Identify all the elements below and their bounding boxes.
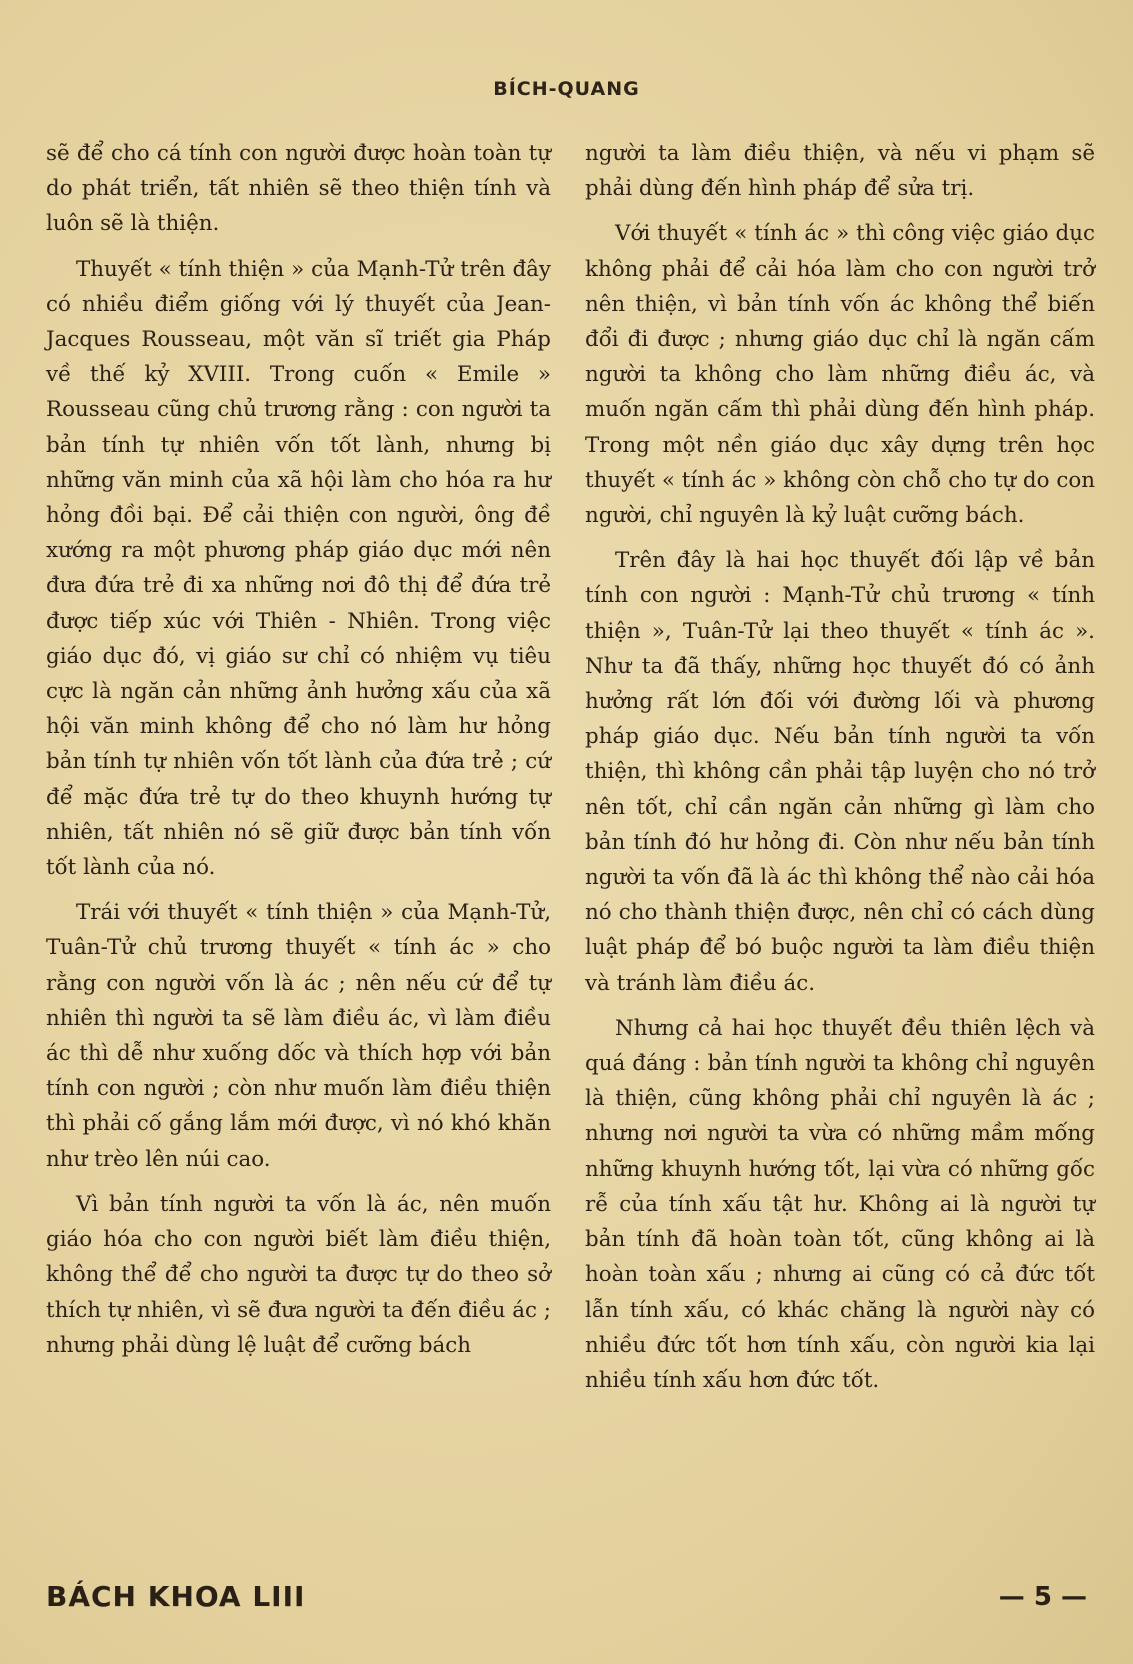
magazine-title: BÁCH KHOA LIII [46, 1580, 306, 1613]
paragraph: Trên đây là hai học thuyết đối lập về bản tính con người : Mạnh-Tử chủ trương « tính thiện », Tuân-Tử lại theo thuyết « tính ác ». Như ta đã thấy, những học thuyết đó có ảnh hưởng rất lớn đối với đường lối và phương pháp giáo dục. Nếu bản tính người ta vốn thiện, thì không cần phải tập luyện cho nó trở nên tốt, chỉ cần ngăn cản những gì làm cho bản tính đó hư hỏng đi. Còn như nếu bản tính người ta vốn đã là ác thì không thể nào cải hóa nó cho thành thiện được, nên chỉ có cách dùng luật pháp để bó buộc người ta làm điều thiện và tránh làm điều ác. [585, 548, 1095, 996]
running-title: BÍCH-QUANG [493, 78, 640, 100]
paragraph: Vì bản tính người ta vốn là ác, nên muốn giáo hóa cho con người biết làm điều thiện, không thể để cho người ta được tự do theo sở thích tự nhiên, vì sẽ đưa người ta đến điều ác ; nhưng phải dùng lệ luật để cưỡng bách [46, 1191, 551, 1358]
right-column [585, 136, 1095, 1408]
page-number: — 5 — [998, 1582, 1087, 1612]
paragraph: Trái với thuyết « tính thiện » của Mạnh-Tử, Tuân-Tử chủ trương thuyết « tính ác » cho rằng con người vốn là ác ; nên nếu cứ để tự nhiên thì người ta sẽ làm điều ác, vì làm điều ác thì dễ như xuống dốc và thích hợp với bản tính con người ; còn như muốn làm điều thiện thì phải cố gắng lắm mới được, vì nó khó khăn như trèo lên núi cao. [46, 900, 551, 1172]
paragraph: Thuyết « tính thiện » của Mạnh-Tử trên đây có nhiều điểm giống với lý thuyết của Jean-Jacques Rousseau, một văn sĩ triết gia Pháp về thế kỷ XVIII. Trong cuốn « Emile » Rousseau cũng chủ trương rằng : con người ta bản tính tự nhiên vốn tốt lành, nhưng bị những văn minh của xã hội làm cho hóa ra hư hỏng đồi bại. Để cải thiện con người, ông đề xướng ra một phương pháp giáo dục mới nên đưa đứa trẻ đi xa những nơi đô thị để đứa trẻ được tiếp xúc với Thiên - Nhiên. Trong việc giáo dục đó, vị giáo sư chỉ có nhiệm vụ tiêu cực là ngăn cản những ảnh hưởng xấu của xã hội văn minh không để cho nó làm hư hỏng bản tính tự nhiên vốn tốt lành của đứa trẻ ; cứ để mặc đứa trẻ tự do theo khuynh hướng tự nhiên, tất nhiên nó sẽ giữ được bản tính vốn tốt lành của nó. [46, 256, 551, 881]
paragraph: Nhưng cả hai học thuyết đều thiên lệch và quá đáng : bản tính người ta không chỉ nguyên là thiện, cũng không phải chỉ nguyên là ác ; nhưng nơi người ta vừa có những mầm mống những khuynh hướng tốt, lại vừa có những gốc rễ của tính xấu tật hư. Không ai là người tự bản tính đã hoàn toàn tốt, cũng không ai là hoàn toàn xấu ; nhưng ai cũng có cả đức tốt lẫn tính xấu, có khác chăng là người này có nhiều đức tốt hơn tính xấu, còn người kia lại nhiều tính xấu hơn đức tốt. [585, 1015, 1095, 1393]
paragraph: sẽ để cho cá tính con người được hoàn toàn tự do phát triển, tất nhiên sẽ theo thiện tính và luôn sẽ là thiện. [46, 141, 551, 237]
paragraph: Với thuyết « tính ác » thì công việc giáo dục không phải để cải hóa làm cho con người trở nên thiện, vì bản tính vốn ác không thể biến đổi đi được ; nhưng giáo dục chỉ là ngăn cấm người ta không cho làm những điều ác, và muốn ngăn cấm thì phải dùng đến hình pháp. Trong một nền giáo dục xây dựng trên học thuyết « tính ác » không còn chỗ cho tự do con người, chỉ nguyên là kỷ luật cưỡng bách. [585, 221, 1095, 529]
paragraph: người ta làm điều thiện, và nếu vi phạm sẽ phải dùng đến hình pháp để sửa trị. [585, 141, 1095, 202]
left-column [46, 136, 551, 1373]
